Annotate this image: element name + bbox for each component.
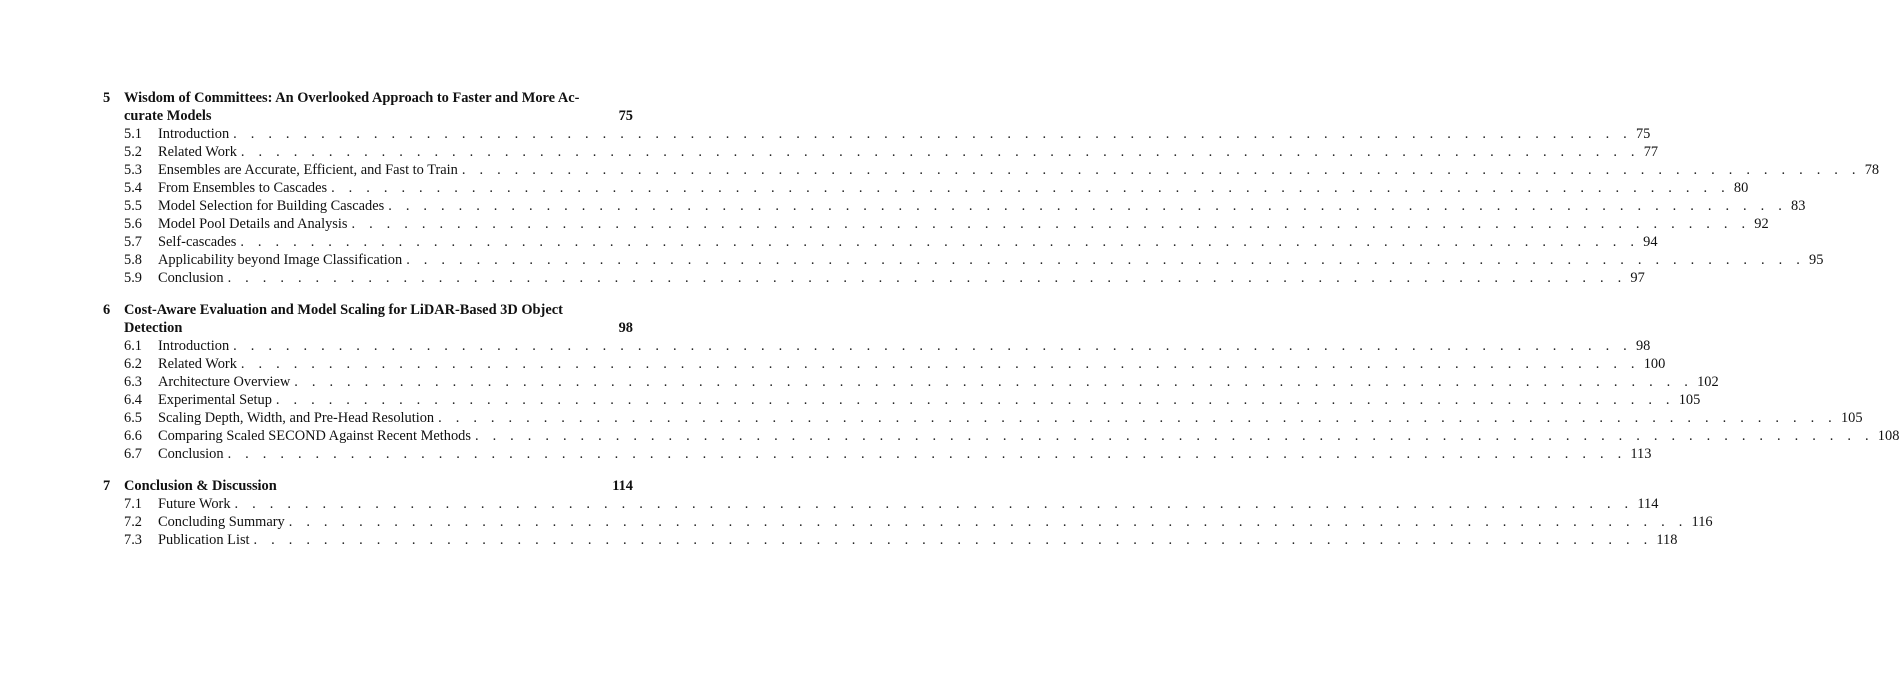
section-number: 5.6 bbox=[124, 216, 142, 232]
dot-leader: . . . . . . . . . . . . . . . . . . . . . . . . . . . . . . . . . . . . . . . . . . . . . . . . . . . . . . . . . . . . . . . . . . . . . . . . . . . . . . . . bbox=[233, 126, 1632, 142]
section-page: 97 bbox=[1630, 270, 1645, 286]
section-page: 105 bbox=[1678, 392, 1701, 408]
dot-leader: . . . . . . . . . . . . . . . . . . . . . . . . . . . . . . . . . . . . . . . . . . . . . . . . . . . . . . . . . . . . . . . . . . . . . . . . . . . . . . . . bbox=[294, 374, 1694, 390]
section-number: 5.4 bbox=[124, 180, 142, 196]
section-number: 6.6 bbox=[124, 428, 142, 444]
chapter-title-line: Cost-Aware Evaluation and Model Scaling for LiDAR-Based 3D Object bbox=[124, 302, 563, 318]
section-title: Conclusion bbox=[158, 446, 224, 462]
section-row[interactable] bbox=[103, 409, 1863, 427]
section-row[interactable] bbox=[103, 445, 1652, 463]
section-number: 6.3 bbox=[124, 374, 142, 390]
section-row[interactable] bbox=[103, 391, 1701, 409]
section-row[interactable] bbox=[103, 337, 1651, 355]
section-title: Experimental Setup bbox=[158, 392, 272, 408]
section-row[interactable] bbox=[103, 373, 1719, 391]
section-page: 98 bbox=[1635, 338, 1651, 354]
section-title: Introduction bbox=[158, 338, 230, 354]
dot-leader: . . . . . . . . . . . . . . . . . . . . . . . . . . . . . . . . . . . . . . . . . . . . . . . . . . . . . . . . . . . . . . . . . . . . . . . . . . . . . . . . bbox=[331, 180, 1730, 196]
section-title: Concluding Summary bbox=[158, 514, 285, 530]
section-page: 118 bbox=[1656, 532, 1678, 548]
chapter-page: 98 bbox=[618, 320, 633, 336]
section-row[interactable] bbox=[103, 161, 1880, 179]
section-title: Ensembles are Accurate, Efficient, and Fast to Train bbox=[158, 162, 458, 178]
section-number: 5.1 bbox=[124, 126, 142, 142]
section-row[interactable] bbox=[103, 233, 1658, 251]
section-page: 83 bbox=[1791, 198, 1806, 214]
section-title: Comparing Scaled SECOND Against Recent Methods bbox=[158, 428, 471, 444]
chapter-6 bbox=[103, 301, 1899, 463]
section-row[interactable] bbox=[103, 215, 1769, 233]
section-row[interactable] bbox=[103, 495, 1659, 513]
dot-leader: . . . . . . . . . . . . . . . . . . . . . . . . . . . . . . . . . . . . . . . . . . . . . . . . . . . . . . . . . . . . . . . . . . . . . . . . . . . . . . . . bbox=[234, 496, 1634, 512]
chapter-title-line: curate Models bbox=[124, 108, 212, 124]
section-title: Model Pool Details and Analysis bbox=[158, 216, 348, 232]
section-number: 5.3 bbox=[124, 162, 142, 178]
section-number: 6.1 bbox=[124, 338, 142, 354]
section-page: 94 bbox=[1643, 234, 1658, 250]
section-number: 6.7 bbox=[124, 446, 142, 462]
chapter-heading[interactable] bbox=[103, 477, 633, 495]
dot-leader: . . . . . . . . . . . . . . . . . . . . . . . . . . . . . . . . . . . . . . . . . . . . . . . . . . . . . . . . . . . . . . . . . . . . . . . . . . . . . . . . bbox=[253, 532, 1653, 548]
section-row[interactable] bbox=[103, 125, 1651, 143]
chapter-number: 6 bbox=[103, 302, 111, 318]
dot-leader: . . . . . . . . . . . . . . . . . . . . . . . . . . . . . . . . . . . . . . . . . . . . . . . . . . . . . . . . . . . . . . . . . . . . . . . . . . . . . . . . bbox=[233, 338, 1632, 354]
table-of-contents bbox=[103, 89, 1899, 563]
chapter-number: 7 bbox=[103, 478, 111, 494]
dot-leader: . . . . . . . . . . . . . . . . . . . . . . . . . . . . . . . . . . . . . . . . . . . . . . . . . . . . . . . . . . . . . . . . . . . . . . . . . . . . . . . . bbox=[275, 392, 1675, 408]
section-number: 5.7 bbox=[124, 234, 142, 250]
chapter-heading[interactable] bbox=[103, 89, 633, 125]
section-number: 5.2 bbox=[124, 144, 142, 160]
section-title: Model Selection for Building Cascades bbox=[158, 198, 385, 214]
section-number: 7.3 bbox=[124, 532, 142, 548]
section-page: 80 bbox=[1733, 180, 1749, 196]
section-title: Future Work bbox=[158, 496, 231, 512]
section-row[interactable] bbox=[103, 251, 1824, 269]
section-title: From Ensembles to Cascades bbox=[158, 180, 328, 196]
section-row[interactable] bbox=[103, 179, 1749, 197]
section-number: 6.2 bbox=[124, 356, 142, 372]
section-title: Conclusion bbox=[158, 270, 224, 286]
section-title: Publication List bbox=[158, 532, 250, 548]
section-page: 105 bbox=[1840, 410, 1863, 426]
section-page: 78 bbox=[1864, 162, 1880, 178]
chapter-7 bbox=[103, 477, 1713, 549]
section-row[interactable] bbox=[103, 197, 1806, 215]
dot-leader: . . . . . . . . . . . . . . . . . . . . . . . . . . . . . . . . . . . . . . . . . . . . . . . . . . . . . . . . . . . . . . . . . . . . . . . . . . . . . . . . bbox=[388, 198, 1788, 214]
section-page: 102 bbox=[1697, 374, 1719, 390]
chapter-title-line: Detection bbox=[124, 320, 183, 336]
dot-leader: . . . . . . . . . . . . . . . . . . . . . . . . . . . . . . . . . . . . . . . . . . . . . . . . . . . . . . . . . . . . . . . . . . . . . . . . . . . . . . . . bbox=[461, 162, 1861, 178]
section-page: 100 bbox=[1643, 356, 1666, 372]
section-title: Applicability beyond Image Classification bbox=[158, 252, 403, 268]
section-title: Architecture Overview bbox=[158, 374, 291, 390]
section-page: 108 bbox=[1877, 428, 1899, 444]
section-row[interactable] bbox=[103, 269, 1645, 287]
dot-leader: . . . . . . . . . . . . . . . . . . . . . . . . . . . . . . . . . . . . . . . . . . . . . . . . . . . . . . . . . . . . . . . . . . . . . . . . . . . . . . . . bbox=[351, 216, 1751, 232]
section-page: 113 bbox=[1630, 446, 1652, 462]
section-page: 92 bbox=[1754, 216, 1769, 232]
section-number: 5.5 bbox=[124, 198, 142, 214]
dot-leader: . . . . . . . . . . . . . . . . . . . . . . . . . . . . . . . . . . . . . . . . . . . . . . . . . . . . . . . . . . . . . . . . . . . . . . . . . . . . . . . . bbox=[406, 252, 1806, 268]
dot-leader: . . . . . . . . . . . . . . . . . . . . . . . . . . . . . . . . . . . . . . . . . . . . . . . . . . . . . . . . . . . . . . . . . . . . . . . . . . . . . . . . bbox=[227, 270, 1627, 286]
chapter-title-line: Wisdom of Committees: An Overlooked Approach to Faster and More Ac- bbox=[124, 90, 580, 106]
section-number: 6.5 bbox=[124, 410, 142, 426]
chapter-title-line: Conclusion & Discussion bbox=[124, 478, 277, 494]
chapter-number: 5 bbox=[103, 90, 111, 106]
chapter-5 bbox=[103, 89, 1880, 287]
dot-leader: . . . . . . . . . . . . . . . . . . . . . . . . . . . . . . . . . . . . . . . . . . . . . . . . . . . . . . . . . . . . . . . . . . . . . . . . . . . . . . . . bbox=[240, 234, 1640, 250]
section-page: 77 bbox=[1643, 144, 1659, 160]
chapter-heading[interactable] bbox=[103, 301, 633, 337]
section-number: 7.1 bbox=[124, 496, 142, 512]
section-title: Related Work bbox=[158, 356, 237, 372]
dot-leader: . . . . . . . . . . . . . . . . . . . . . . . . . . . . . . . . . . . . . . . . . . . . . . . . . . . . . . . . . . . . . . . . . . . . . . . . . . . . . . . . bbox=[474, 428, 1874, 444]
section-row[interactable] bbox=[103, 427, 1899, 445]
dot-leader: . . . . . . . . . . . . . . . . . . . . . . . . . . . . . . . . . . . . . . . . . . . . . . . . . . . . . . . . . . . . . . . . . . . . . . . . . . . . . . . . bbox=[240, 144, 1640, 160]
section-title: Related Work bbox=[158, 144, 237, 160]
section-page: 116 bbox=[1691, 514, 1713, 530]
section-row[interactable] bbox=[103, 531, 1678, 549]
dot-leader: . . . . . . . . . . . . . . . . . . . . . . . . . . . . . . . . . . . . . . . . . . . . . . . . . . . . . . . . . . . . . . . . . . . . . . . . . . . . . . . . bbox=[438, 410, 1837, 426]
chapter-page: 114 bbox=[612, 478, 633, 494]
section-title: Introduction bbox=[158, 126, 230, 142]
section-page: 114 bbox=[1637, 496, 1659, 512]
dot-leader: . . . . . . . . . . . . . . . . . . . . . . . . . . . . . . . . . . . . . . . . . . . . . . . . . . . . . . . . . . . . . . . . . . . . . . . . . . . . . . . . bbox=[240, 356, 1640, 372]
section-number: 5.8 bbox=[124, 252, 142, 268]
section-number: 5.9 bbox=[124, 270, 142, 286]
section-page: 75 bbox=[1635, 126, 1651, 142]
section-row[interactable] bbox=[103, 143, 1659, 161]
chapter-page: 75 bbox=[618, 108, 633, 124]
section-title: Scaling Depth, Width, and Pre-Head Resolution bbox=[158, 410, 435, 426]
section-page: 95 bbox=[1809, 252, 1824, 268]
section-row[interactable] bbox=[103, 355, 1666, 373]
dot-leader: . . . . . . . . . . . . . . . . . . . . . . . . . . . . . . . . . . . . . . . . . . . . . . . . . . . . . . . . . . . . . . . . . . . . . . . . . . . . . . . . bbox=[227, 446, 1627, 462]
dot-leader: . . . . . . . . . . . . . . . . . . . . . . . . . . . . . . . . . . . . . . . . . . . . . . . . . . . . . . . . . . . . . . . . . . . . . . . . . . . . . . . . bbox=[288, 514, 1688, 530]
section-row[interactable] bbox=[103, 513, 1713, 531]
section-number: 7.2 bbox=[124, 514, 142, 530]
section-number: 6.4 bbox=[124, 392, 142, 408]
section-title: Self-cascades bbox=[158, 234, 237, 250]
